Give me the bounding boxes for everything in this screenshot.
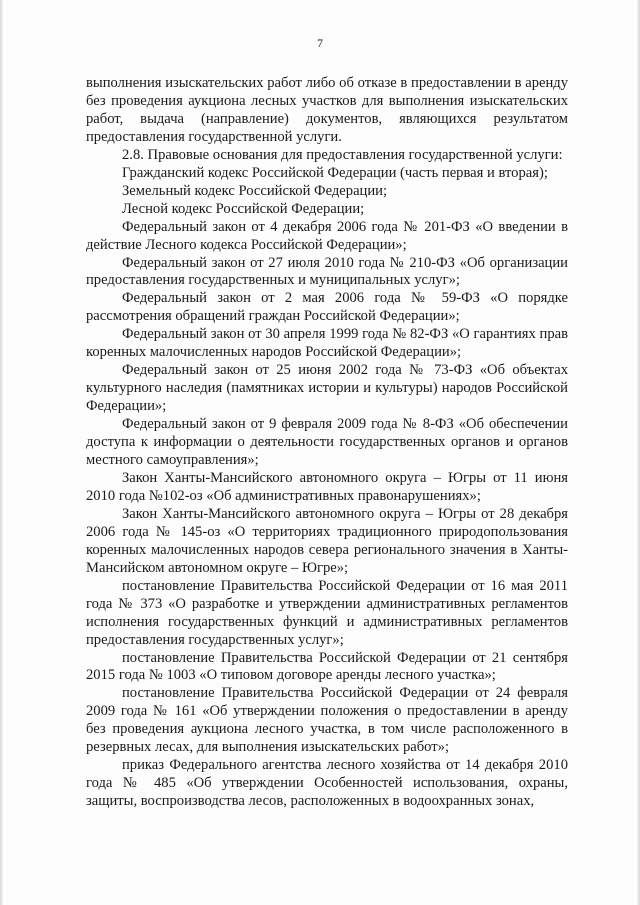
legal-basis-khmao-102-oz: Закон Ханты-Мансийского автономного округа – Югры от 11 июня 2010 года №102-оз «Об административных правонарушениях»; [86,469,568,504]
legal-basis-resolution-373: постановление Правительства Российской Федерации от 16 мая 2011 года № 373 «О разработке и утверждении административных регламентов исполнения государственных функций и административных регламентов предоставления государственных услуг»; [86,577,568,648]
legal-basis-fz-210: Федеральный закон от 27 июля 2010 года № 210-ФЗ «Об организации предоставления государственных и муниципальных услуг»; [86,254,568,289]
legal-basis-land-code: Земельный кодекс Российской Федерации; [122,182,388,199]
page-number: 7 [317,36,323,50]
legal-basis-forest-code: Лесной кодекс Российской Федерации; [122,200,365,217]
legal-basis-resolution-1003: постановление Правительства Российской Федерации от 21 сентября 2015 года № 1003 «О типовом договоре аренды лесного участка»; [86,649,568,684]
legal-basis-fz-201: Федеральный закон от 4 декабря 2006 года № 201-ФЗ «О введении в действие Лесного кодекса Российской Федерации»; [86,218,568,253]
legal-basis-fz-8: Федеральный закон от 9 февраля 2009 года № 8-ФЗ «Об обеспечении доступа к информации о деятельности государственных органов и органов местного самоуправления»; [86,416,568,469]
legal-basis-fz-59: Федеральный закон от 2 мая 2006 года № 59-ФЗ «О порядке рассмотрения обращений граждан Российской Федерации»; [86,290,568,325]
legal-basis-civil-code: Гражданский кодекс Российской Федерации (часть первая и вторая); [122,164,548,181]
paragraph-continuation: выполнения изыскательских работ либо об отказе в предоставлении в аренду без проведения аукциона лесных участков для выполнения изыскательских работ, выдача (направление) документов, являющихся результатом предоставления государственной услуги. [86,75,568,145]
legal-basis-khmao-145-oz: Закон Ханты-Мансийского автономного округа – Югры от 28 декабря 2006 года № 145-оз «О территориях традиционного природопользования коренных малочисленных народов севера регионального значения в Ханты-Мансийском автономном округе – Югре»; [86,505,568,576]
document-body [86,75,568,811]
legal-basis-fz-73: Федеральный закон от 25 июня 2002 года № 73-ФЗ «Об объектах культурного наследия (памятниках истории и культуры) народов Российской Федерации»; [86,362,568,415]
section-2-8-heading: 2.8. Правовые основания для предоставления государственной услуги: [122,146,563,163]
legal-basis-resolution-161: постановление Правительства Российской Федерации от 24 февраля 2009 года № 161 «Об утверждении положения о предоставлении в аренду без проведения аукциона лесного участка, в том числе расположенного в резервных лесах, для выполнения изыскательских работ»; [86,685,568,756]
legal-basis-order-485: приказ Федерального агентства лесного хозяйства от 14 декабря 2010 года № 485 «Об утверждении Особенностей использования, охраны, защиты, воспроизводства лесов, расположенных в водоохранных зонах, [86,757,568,810]
legal-basis-fz-82: Федеральный закон от 30 апреля 1999 года № 82-ФЗ «О гарантиях прав коренных малочисленных народов Российской Федерации»; [86,326,568,361]
scan-edge-left [0,0,3,905]
